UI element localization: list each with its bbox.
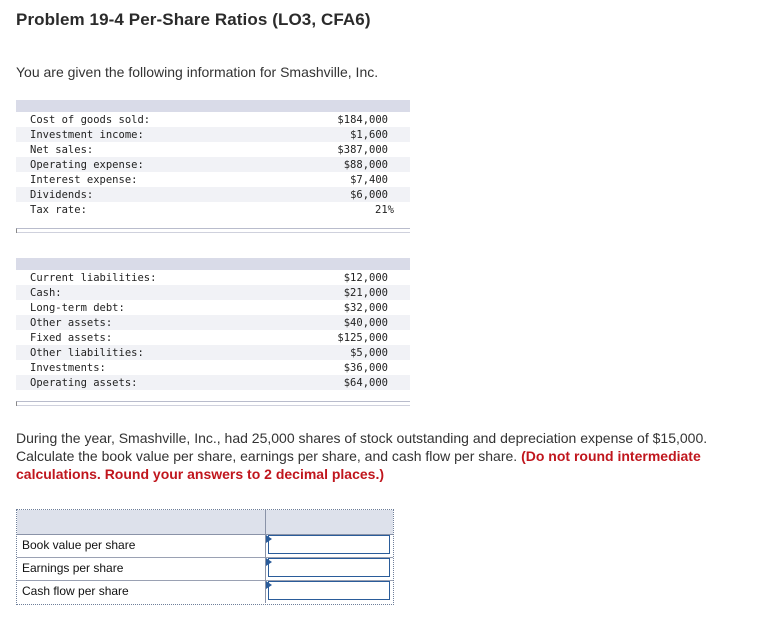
balance-rows xyxy=(16,270,410,390)
table-row xyxy=(16,157,410,172)
answer-label: Book value per share xyxy=(22,538,136,552)
row-value: $1,600 xyxy=(350,128,388,141)
table-row xyxy=(16,127,410,142)
row-value: $125,000 xyxy=(337,331,388,344)
answer-row-book-value xyxy=(17,534,393,558)
answer-label: Cash flow per share xyxy=(22,584,129,598)
row-label: Long-term debt: xyxy=(30,301,125,314)
row-label: Net sales: xyxy=(30,143,94,156)
row-value: 21% xyxy=(375,203,394,216)
row-value: $5,000 xyxy=(350,346,388,359)
row-value: $40,000 xyxy=(343,316,388,329)
row-label: Other liabilities: xyxy=(30,346,144,359)
income-rows xyxy=(16,112,410,217)
row-value: $184,000 xyxy=(337,113,388,126)
cash-flow-per-share-input[interactable] xyxy=(268,581,390,600)
row-value: $36,000 xyxy=(343,361,388,374)
table-row xyxy=(16,375,410,390)
row-label: Dividends: xyxy=(30,188,94,201)
table-row xyxy=(16,345,410,360)
table-footer-band xyxy=(16,401,410,406)
row-label: Operating expense: xyxy=(30,158,144,171)
table-row xyxy=(16,360,410,375)
table-row xyxy=(16,142,410,157)
table-footer-band xyxy=(16,228,410,233)
instructions-paragraph xyxy=(16,429,756,483)
input-marker-icon xyxy=(266,535,272,543)
answer-row-eps xyxy=(17,557,393,581)
row-value: $7,400 xyxy=(350,173,388,186)
row-value: $6,000 xyxy=(350,188,388,201)
row-label: Tax rate: xyxy=(30,203,87,216)
row-value: $88,000 xyxy=(343,158,388,171)
row-label: Interest expense: xyxy=(30,173,138,186)
row-label: Cost of goods sold: xyxy=(30,113,151,126)
row-value: $32,000 xyxy=(343,301,388,314)
row-label: Fixed assets: xyxy=(30,331,113,344)
row-value: $12,000 xyxy=(343,271,388,284)
row-label: Operating assets: xyxy=(30,376,138,389)
table-row xyxy=(16,202,410,217)
answer-row-cash-flow xyxy=(17,580,393,603)
row-value: $64,000 xyxy=(343,376,388,389)
input-marker-icon xyxy=(266,558,272,566)
answer-table-header xyxy=(17,510,393,535)
table-row xyxy=(16,300,410,315)
table-row xyxy=(16,187,410,202)
answer-label: Earnings per share xyxy=(22,561,124,575)
table-row xyxy=(16,112,410,127)
table-row xyxy=(16,285,410,300)
input-marker-icon xyxy=(266,581,272,589)
table-row xyxy=(16,315,410,330)
table-header-band xyxy=(16,100,410,112)
book-value-input[interactable] xyxy=(268,535,390,554)
table-header-band xyxy=(16,258,410,270)
income-data-table xyxy=(16,100,410,233)
row-label: Current liabilities: xyxy=(30,271,157,284)
table-row xyxy=(16,330,410,345)
row-label: Cash: xyxy=(30,286,62,299)
table-row xyxy=(16,172,410,187)
row-label: Investment income: xyxy=(30,128,144,141)
intro-text: You are given the following information for Smashville, Inc. xyxy=(16,64,379,80)
earnings-per-share-input[interactable] xyxy=(268,558,390,577)
balance-data-table xyxy=(16,258,410,406)
row-value: $387,000 xyxy=(337,143,388,156)
row-label: Investments: xyxy=(30,361,106,374)
instructions-emphasis: (Do not round intermediate calculations. Round your answers to 2 decimal places.) xyxy=(16,448,701,482)
instructions-text: During the year, Smashville, Inc., had 25,000 shares of stock outstanding and depreciation expense of $15,000. Calculate the book value per share, earnings per share, and cash flow per share. xyxy=(16,430,708,464)
row-value: $21,000 xyxy=(343,286,388,299)
column-divider xyxy=(265,510,266,534)
answer-table xyxy=(16,509,394,605)
table-row xyxy=(16,270,410,285)
page-title: Problem 19-4 Per-Share Ratios (LO3, CFA6) xyxy=(16,10,371,29)
row-label: Other assets: xyxy=(30,316,113,329)
